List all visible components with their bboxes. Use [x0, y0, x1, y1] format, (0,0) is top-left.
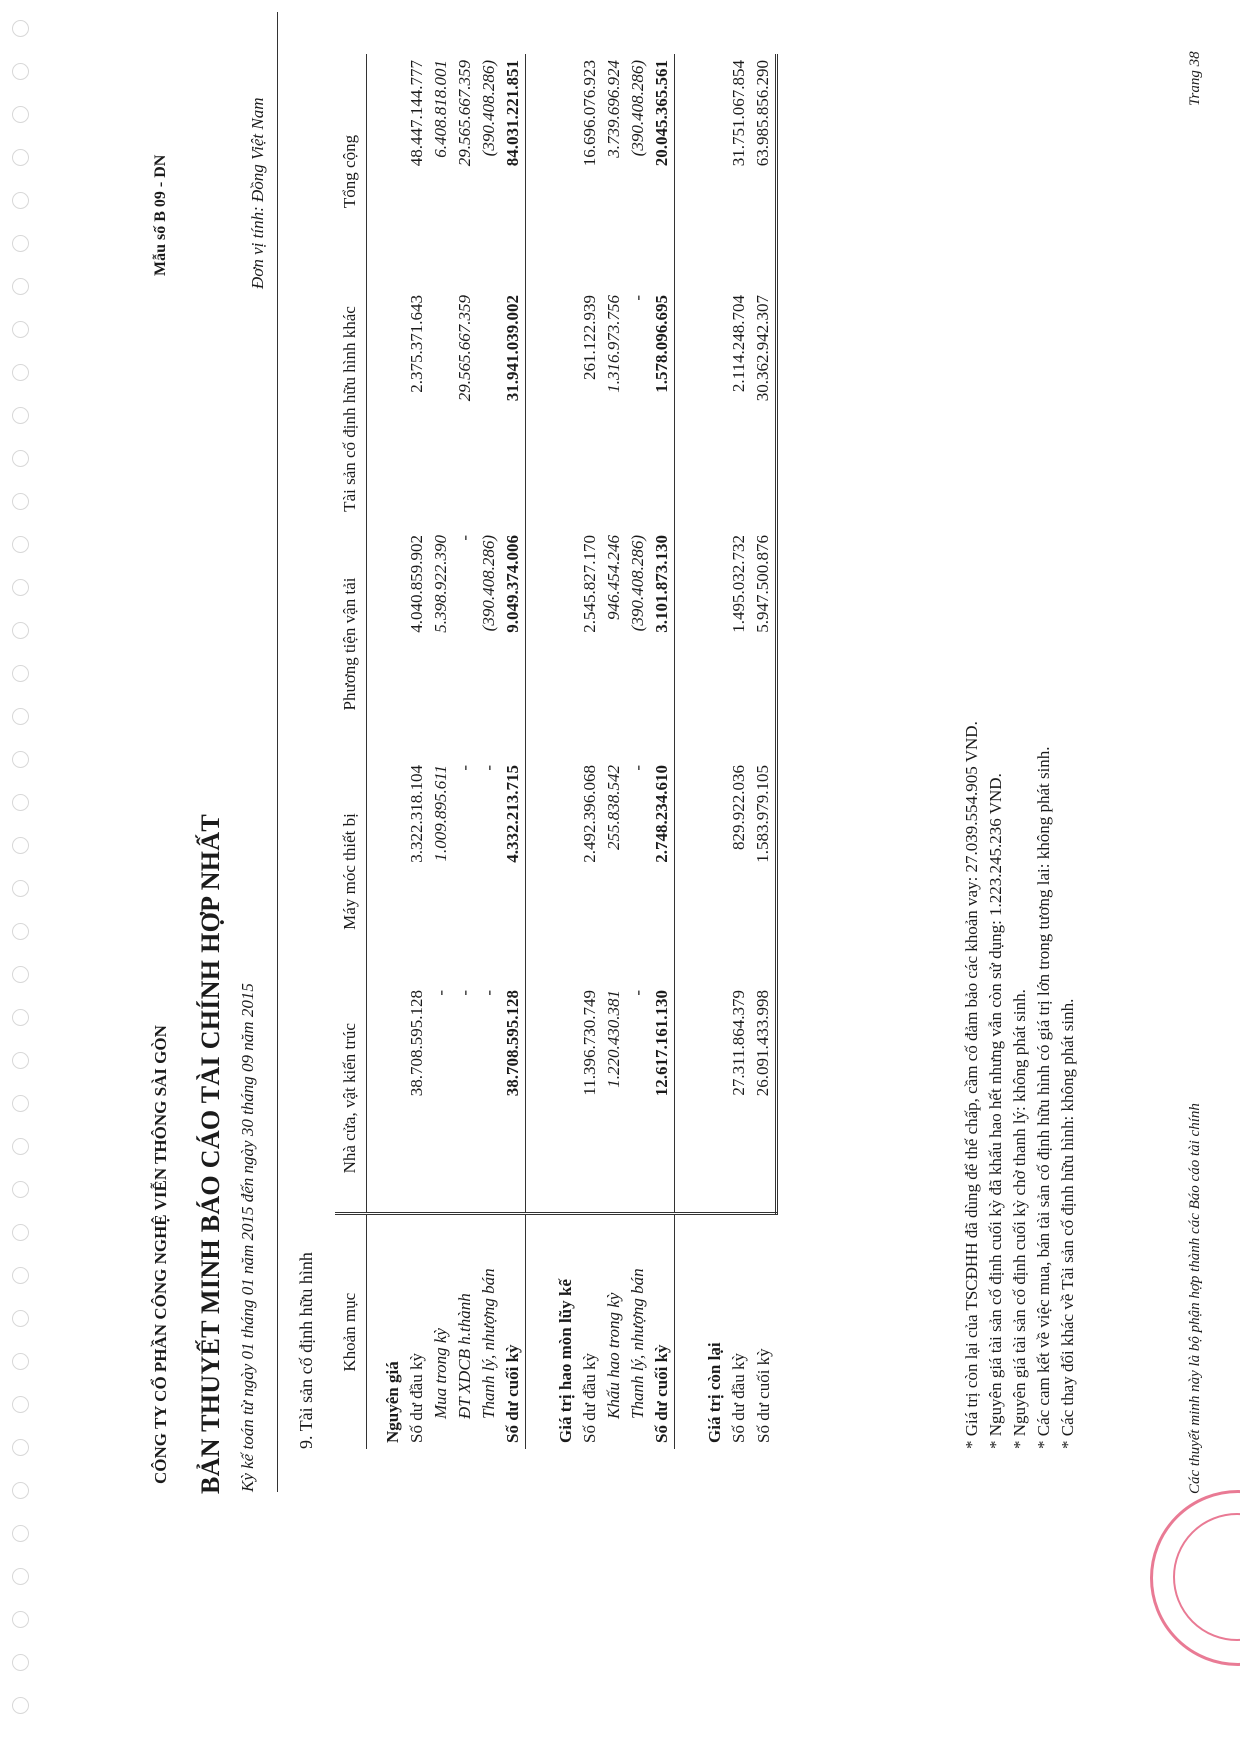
footer-note: Các thuyết minh này là bộ phận hợp thành các Báo cáo tài chính [1187, 1103, 1203, 1494]
column-header: Tài sản cố định hữu hình khác [335, 289, 367, 529]
row-label: Mua trong kỳ [431, 1328, 451, 1419]
cell-value: 2.748.234.610 [650, 759, 675, 984]
table-row [602, 54, 626, 1449]
cell-value: 3.322.318.104 [407, 765, 427, 863]
row-label: Số dư cuối kỳ [754, 1348, 773, 1443]
group-label: Giá trị hao mòn lũy kế [556, 1279, 576, 1443]
header-divider [277, 12, 278, 1492]
cell-value: 1.578.096.695 [650, 289, 675, 529]
cell-value: 20.045.365.561 [650, 54, 675, 289]
cell-value: 26.091.433.998 [751, 984, 777, 1214]
cell-value: 1.316.973.756 [604, 295, 624, 393]
table-row [405, 54, 429, 1449]
notes-list [960, 721, 1080, 1449]
cell-value: 3.101.873.130 [650, 529, 675, 759]
section-title: 9. Tài sản cố định hữu hình [296, 1252, 316, 1449]
note-item: * Các thay đổi khác về Tài sản cố định hữu hình: không phát sinh. [1058, 998, 1077, 1449]
note-item: * Giá trị còn lại của TSCĐHH đã dùng để thế chấp, cầm cố đảm bảo các khoản vay: 27.039.554.905 VND. [962, 721, 981, 1449]
cell-value: - [628, 295, 648, 301]
column-header: Phương tiện vận tải [335, 529, 367, 759]
cell-value: - [453, 984, 477, 1214]
cell-value: 29.565.667.359 [455, 295, 475, 402]
group-label: Nguyên giá [383, 1361, 403, 1443]
table-body [367, 54, 777, 1449]
cell-value [429, 289, 453, 529]
table-row [453, 54, 477, 1449]
cell-value: 6.408.818.001 [431, 60, 451, 158]
cell-value: - [626, 984, 650, 1214]
cell-value: 946.454.246 [604, 535, 624, 620]
cell-value: (390.408.286) [479, 535, 499, 632]
cell-value: - [628, 765, 648, 771]
cell-value: - [479, 765, 499, 771]
table-row [727, 54, 751, 1449]
table-row [650, 54, 675, 1449]
table-row [578, 54, 602, 1449]
cell-value: (390.408.286) [628, 535, 648, 632]
cell-value: 30.362.942.307 [751, 289, 777, 529]
group-header-row [689, 54, 727, 1449]
cell-value: 31.751.067.854 [729, 60, 749, 167]
cell-value: 38.708.595.128 [405, 984, 429, 1214]
cell-value: 12.617.161.130 [650, 984, 675, 1214]
group-header-row [367, 54, 406, 1449]
page-title: BẢN THUYẾT MINH BÁO CÁO TÀI CHÍNH HỢP NHẤT [196, 813, 225, 1494]
cell-value: 5.947.500.876 [751, 529, 777, 759]
cell-value: - [455, 535, 475, 541]
row-label: Khấu hao trong kỳ [604, 1292, 624, 1419]
company-name: CÔNG TY CỔ PHẦN CÔNG NGHỆ VIỄN THÔNG SÀI GÒN [151, 1025, 170, 1484]
row-label: Số dư đầu kỳ [407, 1353, 427, 1443]
cell-value: 5.398.922.390 [431, 535, 451, 633]
page-number: Trang 38 [1187, 51, 1203, 106]
note-item: * Các cam kết về việc mua, bán tài sản cố định hữu hình có giá trị lớn trong tương lai: không phát sinh. [1034, 746, 1053, 1449]
table-row [626, 54, 650, 1449]
column-header: Nhà cửa, vật kiến trúc [335, 984, 367, 1214]
cell-value: - [477, 984, 501, 1214]
table-row [501, 54, 526, 1449]
cell-value: 48.447.144.777 [407, 60, 427, 167]
cell-value: - [455, 765, 475, 771]
column-header: Khoản mục [335, 1214, 367, 1449]
reporting-period: Kỳ kế toán từ ngày 01 tháng 01 năm 2015 đến ngày 30 tháng 09 năm 2015 [238, 983, 257, 1492]
cell-value: 1.495.032.732 [729, 535, 749, 633]
cell-value: 2.114.248.704 [729, 295, 749, 393]
cell-value: 29.565.667.359 [455, 60, 475, 167]
cell-value: 1.220.430.381 [602, 984, 626, 1214]
cell-value: (390.408.286) [479, 60, 499, 157]
table-row [751, 54, 777, 1449]
note-item: * Nguyên giá tài sản cố định cuối kỳ đã khấu hao hết nhưng vẫn còn sử dụng: 1.223.245.236 VND. [986, 773, 1005, 1449]
row-label: Số dư cuối kỳ [501, 1214, 526, 1449]
table-row [477, 54, 501, 1449]
cell-value [477, 289, 501, 529]
cell-value: - [429, 984, 453, 1214]
cell-value: 9.049.374.006 [501, 529, 526, 759]
cell-value: 16.696.076.923 [580, 60, 600, 167]
row-label: Thanh lý, nhượng bán [628, 1268, 648, 1419]
cell-value: 27.311.864.379 [727, 984, 751, 1214]
row-label: Số dư cuối kỳ [650, 1214, 675, 1449]
group-header-row [540, 54, 578, 1449]
cell-value: 261.122.939 [580, 295, 600, 380]
row-label: Thanh lý, nhượng bán [479, 1268, 499, 1419]
cell-value: 38.708.595.128 [501, 984, 526, 1214]
row-label: Số dư đầu kỳ [729, 1353, 749, 1443]
cell-value: 63.985.856.290 [751, 54, 777, 289]
cell-value: 4.332.213.715 [501, 759, 526, 984]
row-label: Số dư đầu kỳ [580, 1353, 600, 1443]
currency-unit: Đơn vị tính: Đồng Việt Nam [248, 97, 267, 289]
cell-value: 3.739.696.924 [604, 60, 624, 158]
table-header-row [335, 54, 367, 1449]
cell-value: (390.408.286) [628, 60, 648, 157]
group-label: Giá trị còn lại [705, 1342, 725, 1443]
cell-value: 11.396.730.749 [578, 984, 602, 1214]
spacer-row [526, 54, 541, 1449]
column-header: Tổng cộng [335, 54, 367, 289]
fixed-assets-table [335, 54, 778, 1449]
cell-value: 84.031.221.851 [501, 54, 526, 289]
form-code: Mẫu số B 09 - DN [152, 154, 169, 276]
column-header: Máy móc thiết bị [335, 759, 367, 984]
table-row [429, 54, 453, 1449]
row-label: ĐT XDCB h.thành [455, 1293, 475, 1419]
cell-value: 2.492.396.068 [580, 765, 600, 863]
note-item: * Nguyên giá tài sản cố định cuối kỳ chờ thanh lý: không phát sinh. [1010, 989, 1029, 1449]
spacer-row [675, 54, 690, 1449]
cell-value: 1.009.895.611 [431, 765, 451, 862]
cell-value: 4.040.859.902 [407, 535, 427, 633]
cell-value: 31.941.039.002 [501, 289, 526, 529]
cell-value: 829.922.036 [729, 765, 749, 850]
cell-value: 2.545.827.170 [580, 535, 600, 633]
cell-value: 1.583.979.105 [751, 759, 777, 984]
cell-value: 255.838.542 [604, 765, 624, 850]
cell-value: 2.375.371.643 [407, 295, 427, 393]
